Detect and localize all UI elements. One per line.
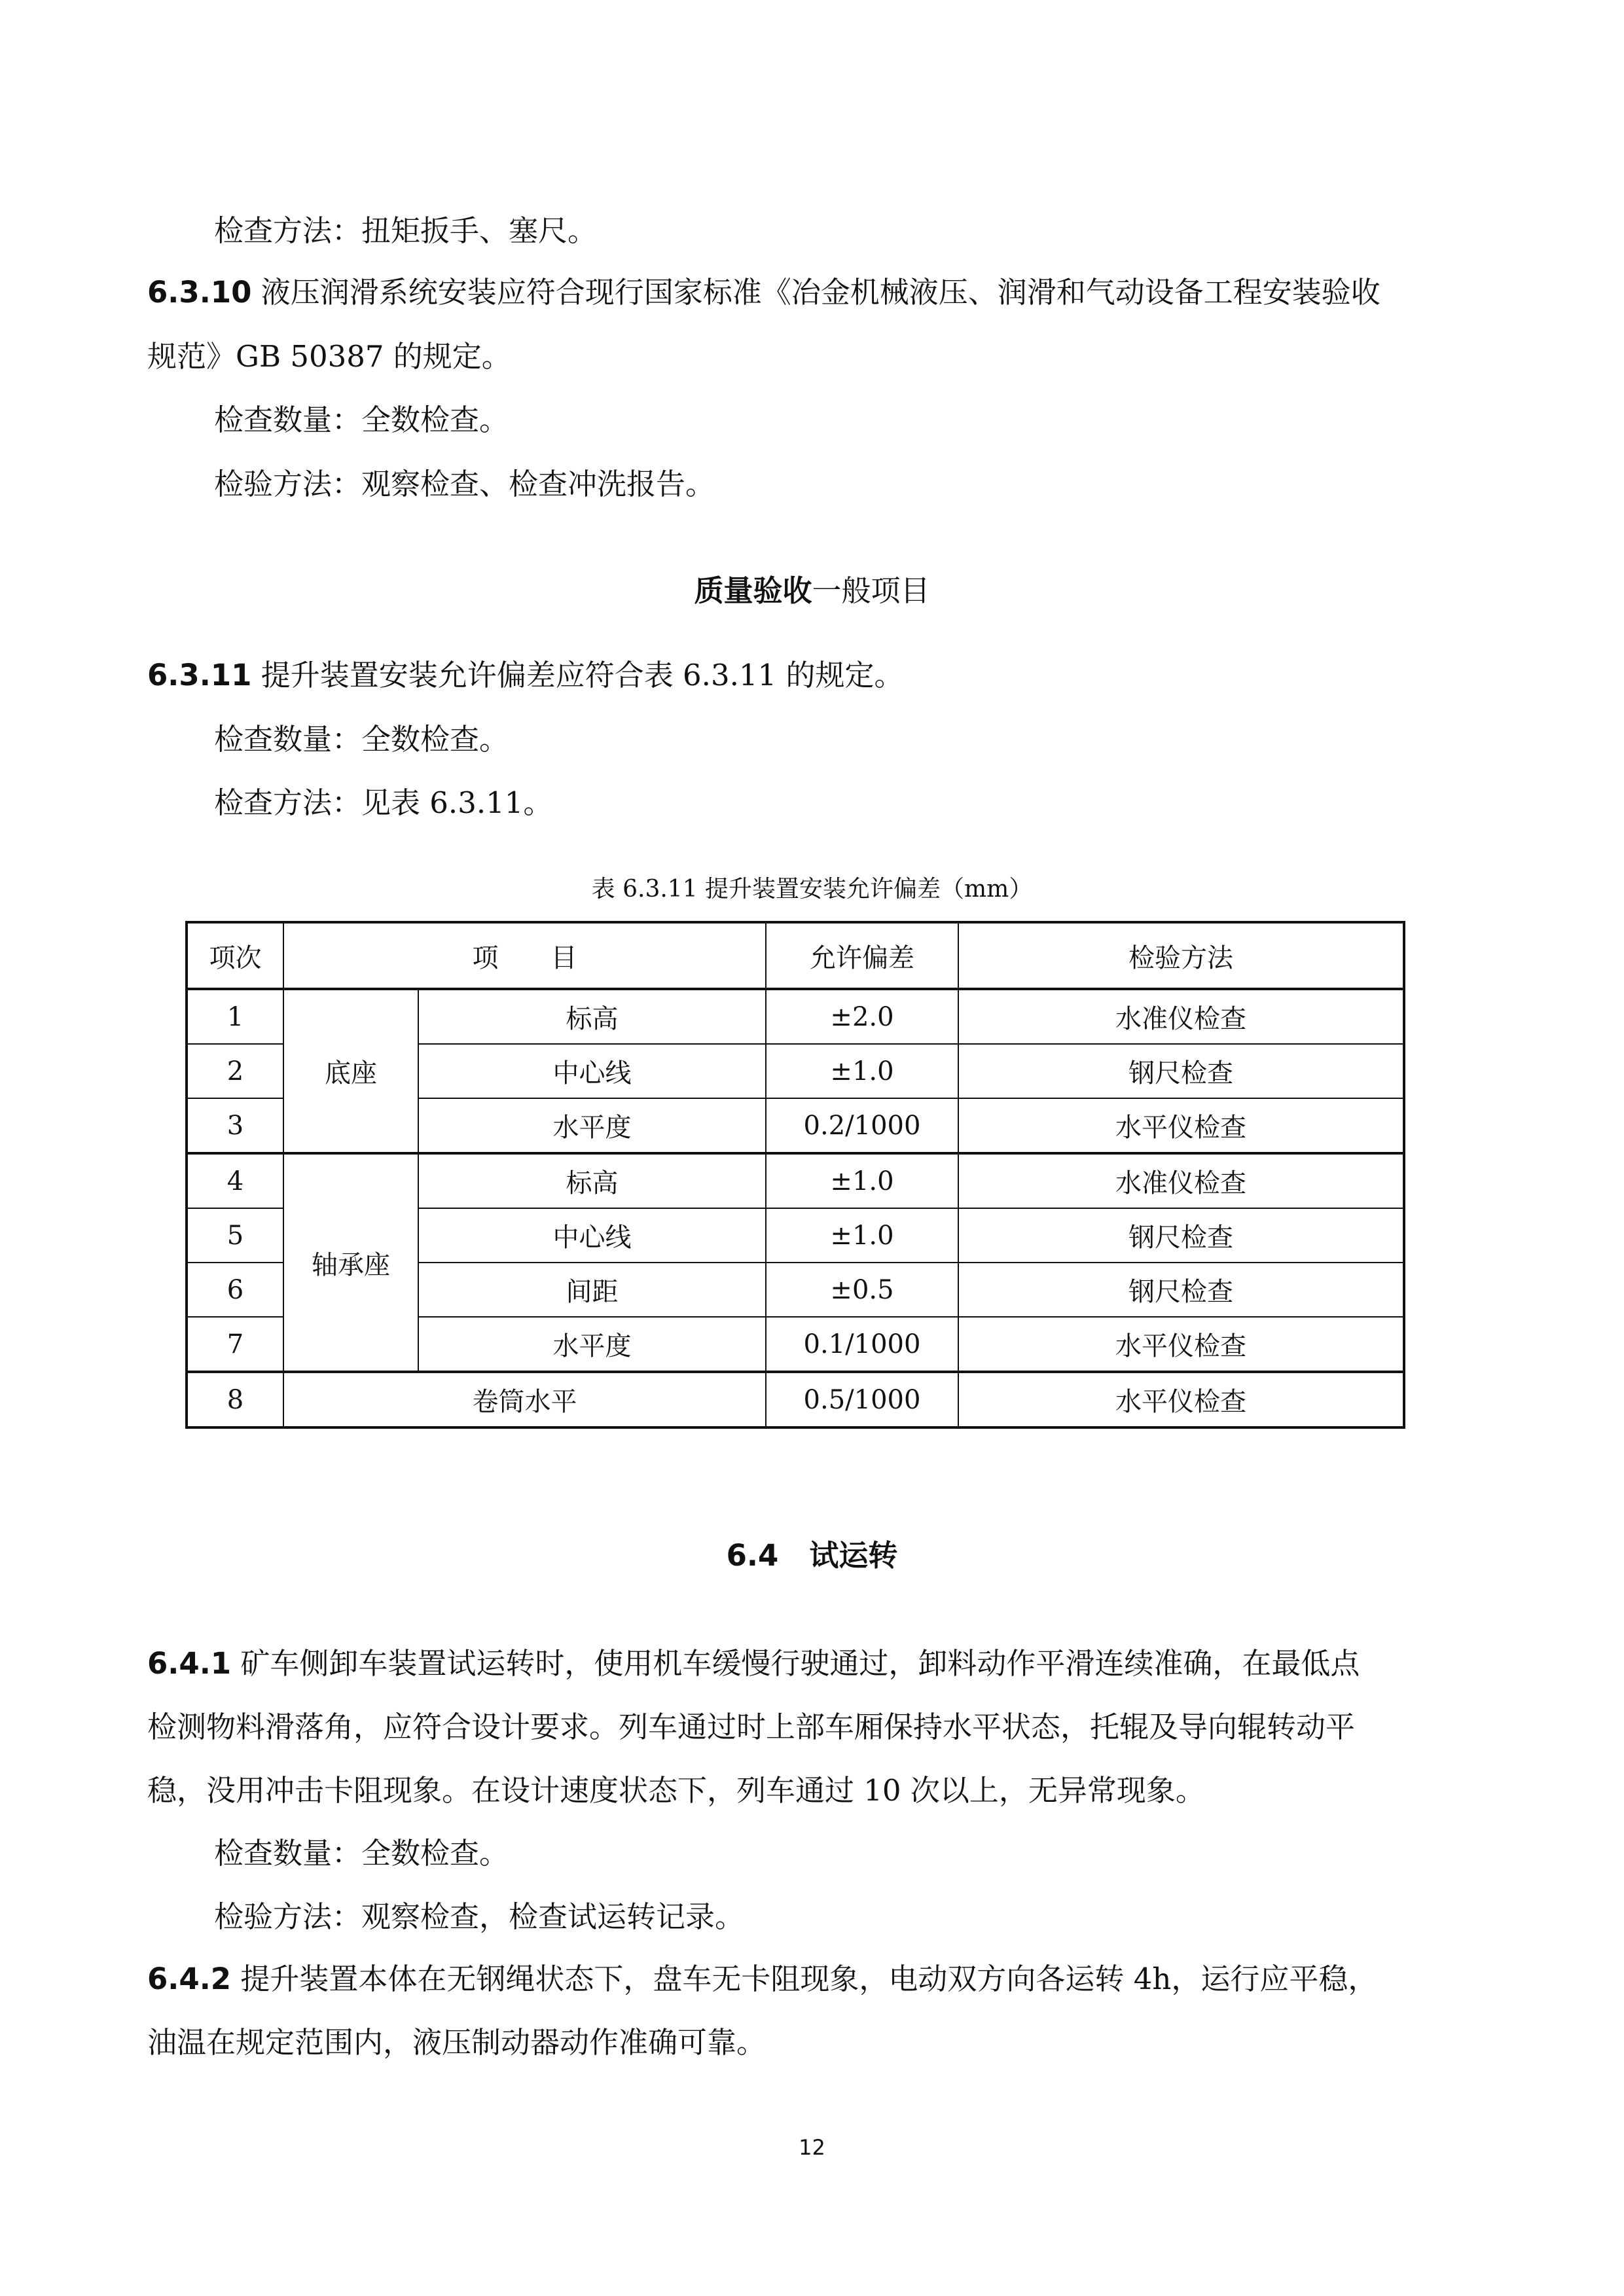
page-number: 12 [799,2135,825,2160]
check-quantity-line: 检查数量：全数检查。 [214,403,509,437]
row-method: 水准仪检查 [958,989,1404,1044]
section-number: 6.4 [726,1538,779,1573]
row-tolerance: ±1.0 [766,1208,958,1263]
clause-6-3-10-line1 [147,273,1380,312]
row-tolerance: 0.1/1000 [766,1317,958,1372]
clause-text: 提升装置安装允许偏差应符合表 6.3.11 的规定。 [251,658,904,692]
section-heading-general-items [0,571,1624,611]
group-bearing: 轴承座 [283,1153,418,1372]
clause-6-4-2-line2: 油温在规定范围内，液压制动器动作准确可靠。 [147,2025,767,2060]
check-quantity-line: 检查数量：全数检查。 [214,1836,509,1871]
clause-number: 6.3.10 [147,275,252,310]
row-tolerance: 0.2/1000 [766,1098,958,1153]
clause-6-3-10-line2: 规范》GB 50387 的规定。 [147,339,511,374]
row-item: 间距 [418,1263,766,1317]
section-heading-6-4 [0,1536,1624,1575]
tolerance-table [185,921,1405,1429]
row-no: 8 [187,1372,283,1427]
row-method: 水准仪检查 [958,1153,1404,1208]
header-no: 项次 [187,922,283,989]
row-no: 6 [187,1263,283,1317]
table-row [187,1153,1404,1208]
inspect-method-line: 检验方法：观察检查、检查冲洗报告。 [214,467,715,501]
row-method: 水平仪检查 [958,1317,1404,1372]
heading-bold-part: 质量验收 [694,573,812,608]
row-no: 3 [187,1098,283,1153]
clause-text: 液压润滑系统安装应符合现行国家标准《冶金机械液压、润滑和气动设备工程安装验收 [251,275,1380,310]
inspect-method-line: 检验方法：观察检查，检查试运转记录。 [214,1899,745,1934]
table-header-row [187,922,1404,989]
row-method: 钢尺检查 [958,1263,1404,1317]
row-item: 水平度 [418,1098,766,1153]
clause-number: 6.4.1 [147,1646,232,1681]
check-method-line: 检查方法：见表 6.3.11。 [214,785,553,820]
group-base: 底座 [283,989,418,1153]
clause-number: 6.4.2 [147,1962,232,1996]
table-row [187,1372,1404,1427]
row-item: 卷筒水平 [283,1372,766,1427]
row-no: 1 [187,989,283,1044]
row-method: 水平仪检查 [958,1098,1404,1153]
clause-6-4-2-line1 [147,1960,1377,1999]
clause-6-3-11-line [147,656,903,695]
row-no: 5 [187,1208,283,1263]
row-item: 标高 [418,989,766,1044]
heading-rest-part: 一般项目 [812,573,930,608]
check-quantity-line: 检查数量：全数检查。 [214,722,509,757]
clause-number: 6.3.11 [147,658,252,692]
header-item: 项 目 [283,922,766,989]
row-method: 钢尺检查 [958,1044,1404,1098]
clause-6-4-1-line2: 检测物料滑落角，应符合设计要求。列车通过时上部车厢保持水平状态，托辊及导向辊转动平 [147,1710,1356,1744]
table-caption: 表 6.3.11 提升装置安装允许偏差（mm） [591,876,1033,903]
check-method-line: 检查方法：扭矩扳手、塞尺。 [214,213,598,248]
row-item: 中心线 [418,1044,766,1098]
clause-6-4-1-line3: 稳，没用冲击卡阻现象。在设计速度状态下，列车通过 10 次以上，无异常现象。 [147,1773,1205,1808]
table-row [187,989,1404,1044]
clause-text: 矿车侧卸车装置试运转时，使用机车缓慢行驶通过，卸料动作平滑连续准确，在最低点 [231,1646,1360,1681]
header-method: 检验方法 [958,922,1404,989]
row-no: 4 [187,1153,283,1208]
row-method: 水平仪检查 [958,1372,1404,1427]
row-tolerance: ±2.0 [766,989,958,1044]
header-tolerance: 允许偏差 [766,922,958,989]
row-no: 2 [187,1044,283,1098]
section-title: 试运转 [809,1538,898,1573]
row-item: 水平度 [418,1317,766,1372]
row-no: 7 [187,1317,283,1372]
row-tolerance: ±1.0 [766,1153,958,1208]
row-item: 中心线 [418,1208,766,1263]
row-item: 标高 [418,1153,766,1208]
row-tolerance: 0.5/1000 [766,1372,958,1427]
clause-text: 提升装置本体在无钢绳状态下，盘车无卡阻现象，电动双方向各运转 4h，运行应平稳， [231,1962,1378,1996]
clause-6-4-1-line1 [147,1644,1360,1683]
row-method: 钢尺检查 [958,1208,1404,1263]
row-tolerance: ±0.5 [766,1263,958,1317]
row-tolerance: ±1.0 [766,1044,958,1098]
